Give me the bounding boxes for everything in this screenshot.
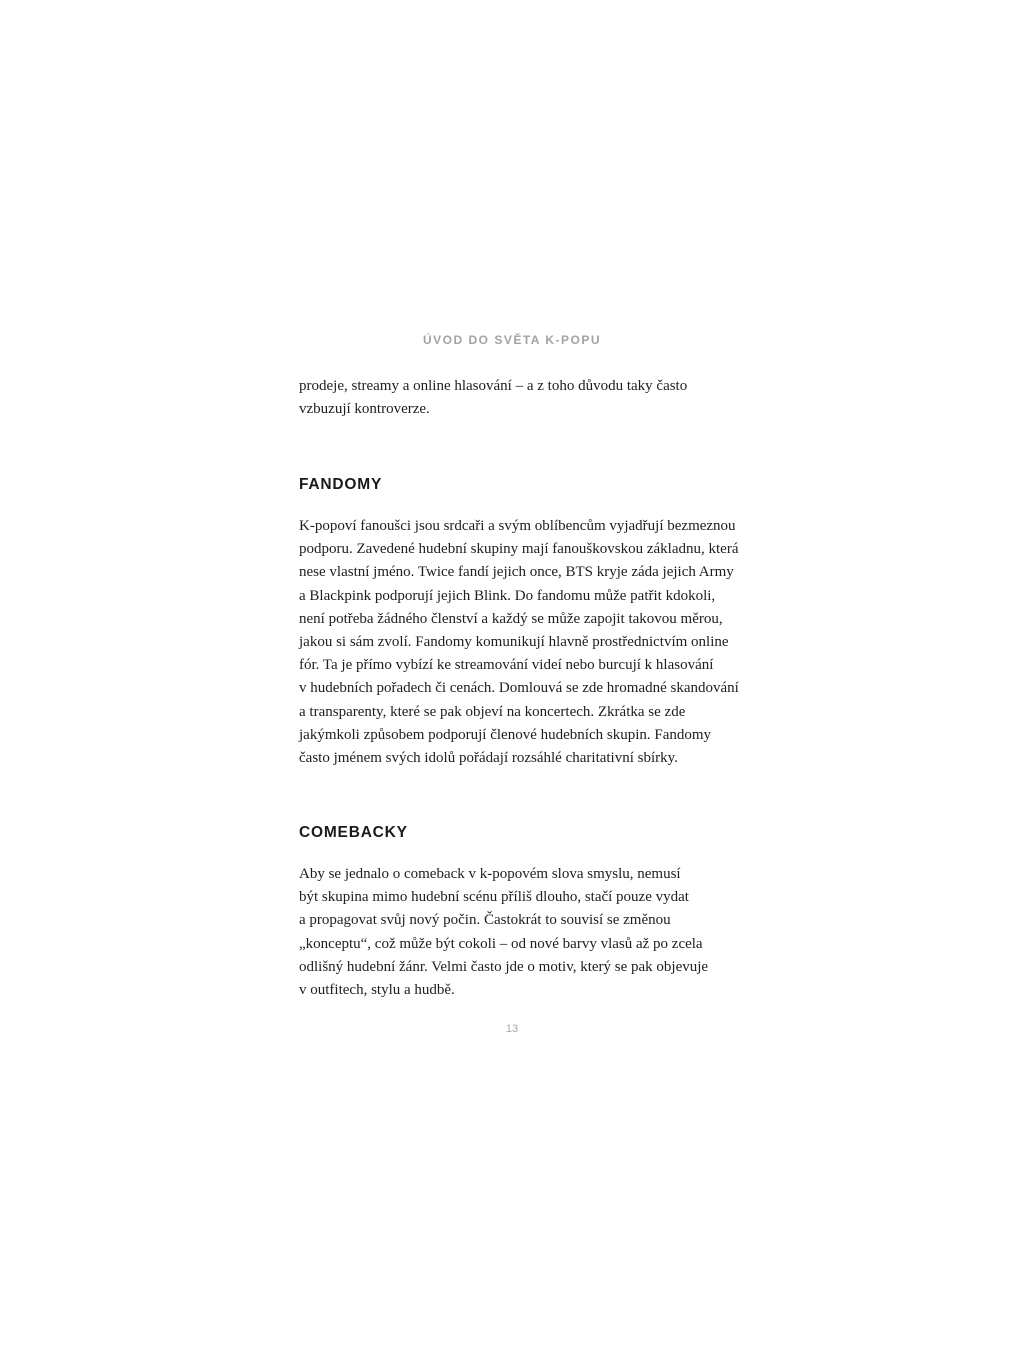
text-line: podporu. Zavedené hudební skupiny mají fanouškovskou základnu, která [299, 541, 739, 558]
text-line: jakou si sám zvolí. Fandomy komunikují hlavně prostřednictvím online [299, 634, 729, 651]
section-heading-fandomy: FANDOMY [299, 476, 383, 493]
text-line: v outfitech, stylu a hudbě. [299, 982, 455, 999]
text-line: být skupina mimo hudební scénu příliš dlouho, stačí pouze vydat [299, 889, 689, 906]
text-line: a propagovat svůj nový počin. Častokrát to souvisí se změnou [299, 912, 671, 929]
text-line: a transparenty, které se pak objeví na koncertech. Zkrátka se zde [299, 703, 686, 720]
page-number: 13 [505, 1023, 519, 1035]
text-line: Aby se jednalo o comeback v k-popovém slova smyslu, nemusí [299, 866, 681, 882]
text-line: „konceptu“, což může být cokoli – od nové barvy vlasů až po zcela [299, 935, 703, 952]
text-line: odlišný hudební žánr. Velmi často jde o motiv, který se pak objevuje [299, 958, 709, 975]
text-line: často jménem svých idolů pořádají rozsáhlé charitativní sbírky. [299, 750, 678, 767]
section-heading-comebacky: COMEBACKY [299, 824, 408, 841]
text-line: prodeje, streamy a online hlasování – a z toho důvodu taky často [299, 378, 688, 394]
text-line: nese vlastní jméno. Twice fandí jejich once, BTS kryje záda jejich Army [299, 564, 734, 581]
text-line: a Blackpink podporují jejich Blink. Do fandomu může patřit kdokoli, [299, 587, 716, 604]
fandomy-paragraph [299, 515, 739, 770]
text-line: vzbuzují kontroverze. [299, 401, 430, 418]
text-line: K-popoví fanoušci jsou srdcaři a svým oblíbencům vyjadřují bezmeznou [299, 518, 736, 534]
running-header: ÚVOD DO SVĚTA K-POPU [422, 333, 601, 347]
text-line: není potřeba žádného členství a každý se může zapojit takovou měrou, [299, 610, 723, 627]
comebacky-paragraph [299, 863, 708, 1002]
intro-paragraph [299, 375, 687, 421]
text-line: fór. Ta je přímo vybízí ke streamování videí nebo burcují k hlasování [299, 657, 714, 674]
text-line: jakýmkoli způsobem podporují členové hudebních skupin. Fandomy [299, 726, 712, 743]
text-line: v hudebních pořadech či cenách. Domlouvá se zde hromadné skandování [299, 680, 739, 697]
